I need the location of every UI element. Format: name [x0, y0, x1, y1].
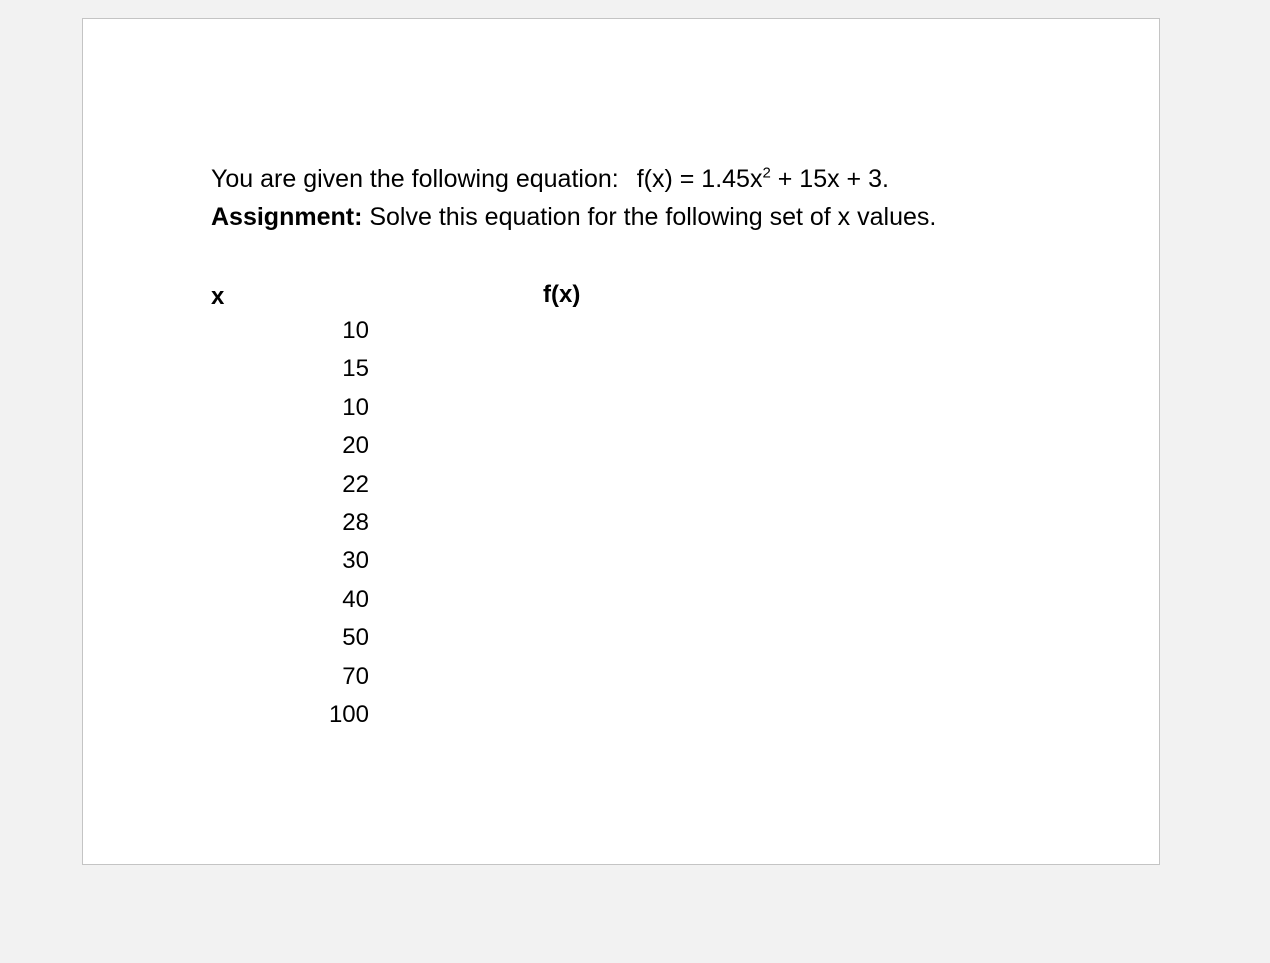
x-value: 20	[342, 432, 369, 460]
x-value: 22	[342, 470, 369, 498]
intro-text: You are given the following equation:	[211, 165, 619, 193]
equation-suffix: + 15x + 3.	[770, 165, 889, 193]
x-value: 10	[342, 317, 369, 344]
assignment-text: Solve this equation for the following set of x values.	[362, 203, 937, 231]
equation-line	[211, 164, 889, 194]
x-column-header: x	[211, 283, 225, 310]
x-values-list	[283, 316, 369, 738]
equation-exponent: 2	[762, 164, 771, 182]
assignment-label: Assignment:	[211, 203, 363, 231]
x-value: 28	[342, 508, 369, 536]
x-value: 30	[342, 547, 369, 575]
fx-column-header: f(x)	[543, 281, 581, 308]
x-value: 40	[342, 585, 369, 613]
x-value: 10	[342, 393, 369, 421]
document-page	[82, 18, 1160, 865]
assignment-line	[211, 202, 936, 232]
equation-prefix: f(x) = 1.45x	[636, 165, 763, 193]
x-value: 100	[328, 700, 369, 728]
x-value: 50	[342, 624, 369, 652]
x-value: 70	[342, 662, 369, 690]
x-value: 15	[342, 355, 369, 383]
